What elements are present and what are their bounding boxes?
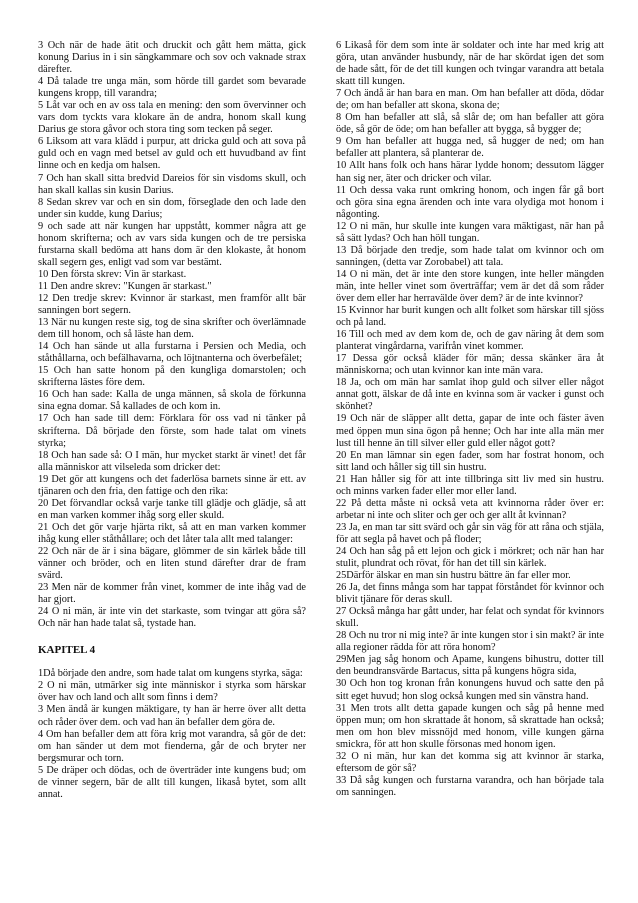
verse-paragraph: 24 O ni män, är inte vin det starkaste, som tvingar att göra så? Och när han hade talat så, tystade han.: [38, 606, 306, 630]
verse-paragraph: 1Då började den andre, som hade talat om kungens styrka, säga:: [38, 668, 303, 680]
verse-paragraph: 31 Men trots allt detta gapade kungen och såg på henne med öppen mun; om hon skrattade åt honom, så skrattade han också; men om hon blev missnöjd med honom, ville kungen gärna smickra, för att hon skulle försonas med honom igen.: [336, 702, 604, 750]
verse-paragraph: 4 Då talade tre unga män, som hörde till gardet som bevarade kungens kropp, till varandra;: [38, 76, 306, 100]
verse-paragraph: 16 Och han sade: Kalla de unga männen, så skola de förkunna sina egna domar. Så kallades de och kom in.: [38, 389, 306, 413]
verse-paragraph: 17 Dessa gör också kläder för män; dessa skänker ära åt människorna; och utan kvinnor kan inte män vara.: [336, 353, 604, 377]
verse-paragraph: 14 Och han sände ut alla furstarna i Persien och Media, och ståthållarna, och befälhavarna, och löjtnanterna och överbefälet;: [38, 341, 306, 365]
verse-paragraph: 33 Då såg kungen och furstarna varandra, och han började tala om sanningen.: [336, 774, 604, 798]
verse-paragraph: 8 Om han befaller att slå, så slår de; om han befaller att göra öde, så gör de öde; om han befaller att bygga, så bygger de;: [336, 112, 604, 136]
verse-paragraph: 7 Och ändå är han bara en man. Om han befaller att döda, dödar de; om han befaller att skona, skona de;: [336, 88, 604, 112]
verse-paragraph: 32 O ni män, hur kan det komma sig att kvinnor är starka, eftersom de gör så?: [336, 750, 604, 774]
verse-paragraph: 4 Om han befaller dem att föra krig mot varandra, så gör de det: om han sänder ut dem mot fienderna, går de och bryter ner bergsmurar och torn.: [38, 728, 306, 764]
verse-paragraph: 13 När nu kungen reste sig, tog de sina skrifter och överlämnade dem till honom, och så läste han dem.: [38, 317, 306, 341]
verse-paragraph: 3 Och när de hade ätit och druckit och gått hem mätta, gick konung Darius in i sin sängkammare och sov och vaknade strax därefter.: [38, 40, 306, 76]
verse-paragraph: 9 Om han befaller att hugga ned, så hugger de ned; om han befaller att plantera, så planterar de.: [336, 136, 604, 160]
verse-paragraph: 27 Också många har gått under, har felat och syndat för kvinnors skull.: [336, 606, 604, 630]
right-column: [336, 40, 604, 873]
verse-paragraph: 17 Och han sade till dem: Förklara för oss vad ni tänker på skrifterna. Då började den förste, som hade talat om vinets styrka;: [38, 413, 306, 449]
verse-paragraph: 15 Och han satte honom på den kungliga domarstolen; och skrifterna lästes före dem.: [38, 365, 306, 389]
verse-paragraph: 19 Det gör att kungens och det faderlösa barnets sinne är ett. av tjänaren och den fria, den fattige och den rika:: [38, 473, 306, 497]
verse-paragraph: 23 Ja, en man tar sitt svärd och går sin väg för att råna och stjäla, för att segla på havet och på floder;: [336, 521, 604, 545]
verse-paragraph: 20 En man lämnar sin egen fader, som har fostrat honom, och sitt land och håller sig till sin hustru.: [336, 449, 604, 473]
verse-list-chapter-4-continued: [336, 40, 604, 799]
verse-paragraph: 22 På detta måste ni också veta att kvinnorna råder över er: arbetar ni inte och sliter och ger och ger allt åt kvinnan?: [336, 497, 604, 521]
left-column: [38, 40, 306, 873]
verse-paragraph: 14 O ni män, det är inte den store kungen, inte heller mängden män, inte heller vinet som överträffar; vem är det då som råder över dem eller har herravälde över dem? är de inte kvinnor?: [336, 268, 604, 304]
verse-paragraph: 5 De dräper och dödas, och de överträder inte kungens bud; om de vinner segern, bär de allt till kungen, likaså bytet, som allt annat.: [38, 764, 306, 800]
verse-paragraph: 16 Till och med av dem kom de, och de gav näring åt dem som planterat vingårdarna, varifrån vinet kommer.: [336, 329, 604, 353]
verse-paragraph: 18 Och han sade så: O I män, hur mycket starkt är vinet! det får alla människor att vilseleda som dricker det:: [38, 449, 306, 473]
verse-paragraph: 8 Sedan skrev var och en sin dom, förseglade den och lade den under sin kudde, kung Darius;: [38, 196, 306, 220]
chapter-heading: KAPITEL 4: [38, 644, 96, 657]
verse-paragraph: 26 Ja, det finns många som har tappat förståndet för kvinnor och blivit tjänare för deras skull.: [336, 582, 604, 606]
verse-paragraph: 13 Då började den tredje, som hade talat om kvinnor och om sanningen, (detta var Zorobabel) att tala.: [336, 244, 604, 268]
verse-paragraph: 21 Och det gör varje hjärta rikt, så att en man varken kommer ihåg kung eller ståthållare; och det låter tala allt med talanger:: [38, 521, 306, 545]
verse-paragraph: 11 Den andre skrev: "Kungen är starkast.": [38, 280, 212, 292]
verse-paragraph: 7 Och han skall sitta bredvid Dareios för sin visdoms skull, och han skall kallas sin kusin Darius.: [38, 172, 306, 196]
verse-paragraph: 12 Den tredje skrev: Kvinnor är starkast, men framför allt bär sanningen bort segern.: [38, 292, 306, 317]
verse-paragraph: 11 Och dessa vaka runt omkring honom, och ingen får gå bort och göra sina egna ärenden och inte vara olydiga mot honom i någonting.: [336, 184, 604, 220]
verse-paragraph: 10 Allt hans folk och hans härar lydde honom; dessutom lägger han sig ner, äter och dricker och vilar.: [336, 160, 604, 184]
verse-paragraph: 2 O ni män, utmärker sig inte människor i styrka som härskar över hav och land och allt som finns i dem?: [38, 680, 306, 704]
verse-paragraph: 22 Och när de är i sina bägare, glömmer de sin kärlek både till vänner och bröder, och en liten stund därefter drar de fram svärd.: [38, 545, 306, 582]
verse-paragraph: 30 Och hon tog kronan från konungens huvud och satte den på sitt eget huvud; hon slog också kungen med sin vänstra hand.: [336, 678, 604, 702]
verse-list-chapter-4: [38, 668, 306, 801]
verse-paragraph: 9 och sade att när kungen har uppstått, kommer några att ge honom skrifterna; och av vars sida kungen och de tre persiska furstarna skall bedöma att hans dom är den klokaste, åt honom skall segern ges, enligt vad som var bestämt.: [38, 220, 306, 268]
verse-paragraph: 25Därför älskar en man sin hustru bättre än far eller mor.: [336, 570, 571, 582]
verse-list-chapter-3: [38, 40, 306, 630]
verse-paragraph: 6 Liksom att vara klädd i purpur, att dricka guld och att sova på guld och en vagn med betsel av guld och ett huvudband av fint linne och en kedja om halsen.: [38, 136, 306, 172]
verse-paragraph: 3 Men ändå är kungen mäktigare, ty han är herre över allt detta och råder över dem. och vad han än befaller dem göra de.: [38, 704, 306, 728]
verse-paragraph: 15 Kvinnor har burit kungen och allt folket som härskar till sjöss och på land.: [336, 305, 604, 329]
verse-paragraph: 29Men jag såg honom och Apame, kungens bihustru, dotter till den beundransvärde Bartacus, sitta på kungens högra sida,: [336, 654, 604, 678]
verse-paragraph: 19 Och när de släpper allt detta, gapar de inte och fäster även med öppen mun sina ögon på henne; Och har inte alla män mer lust till henne än till silver eller guld eller något gott?: [336, 413, 604, 449]
verse-paragraph: 23 Men när de kommer från vinet, kommer de inte ihåg vad de har gjort.: [38, 582, 306, 606]
verse-paragraph: 18 Ja, och om män har samlat ihop guld och silver eller något annat gott, älskar de då inte en kvinna som är vacker i gunst och skönhet?: [336, 377, 604, 413]
verse-paragraph: 6 Likaså för dem som inte är soldater och inte har med krig att göra, utan använder husbundy, när de har skördat igen det som de hade sått, för de det till kungen och tvingar varandra att betala skatt till kungen.: [336, 40, 604, 88]
verse-paragraph: 24 Och han såg på ett lejon och gick i mörkret; och när han har stulit, plundrat och rövat, för han det till sin kärlek.: [336, 545, 604, 570]
verse-paragraph: 12 O ni män, hur skulle inte kungen vara mäktigast, när han på så sätt lydas? Och han höll tungan.: [336, 220, 604, 244]
verse-paragraph: 5 Låt var och en av oss tala en mening: den som övervinner och vars dom tyckts vara klokare än de andra, honom skall kung Darius ge stora gåvor och stora ting som tecken på seger.: [38, 100, 306, 136]
verse-paragraph: 10 Den första skrev: Vin är starkast.: [38, 268, 187, 280]
verse-paragraph: 20 Det förvandlar också varje tanke till glädje och glädje, så att en man varken kommer ihåg sorg eller skuld.: [38, 497, 306, 521]
verse-paragraph: 28 Och nu tror ni mig inte? är inte kungen stor i sin makt? är inte alla regioner rädda för att röra honom?: [336, 630, 604, 654]
verse-paragraph: 21 Han håller sig för att inte tillbringa sitt liv med sin hustru. och minns varken fader eller mor eller land.: [336, 473, 604, 497]
